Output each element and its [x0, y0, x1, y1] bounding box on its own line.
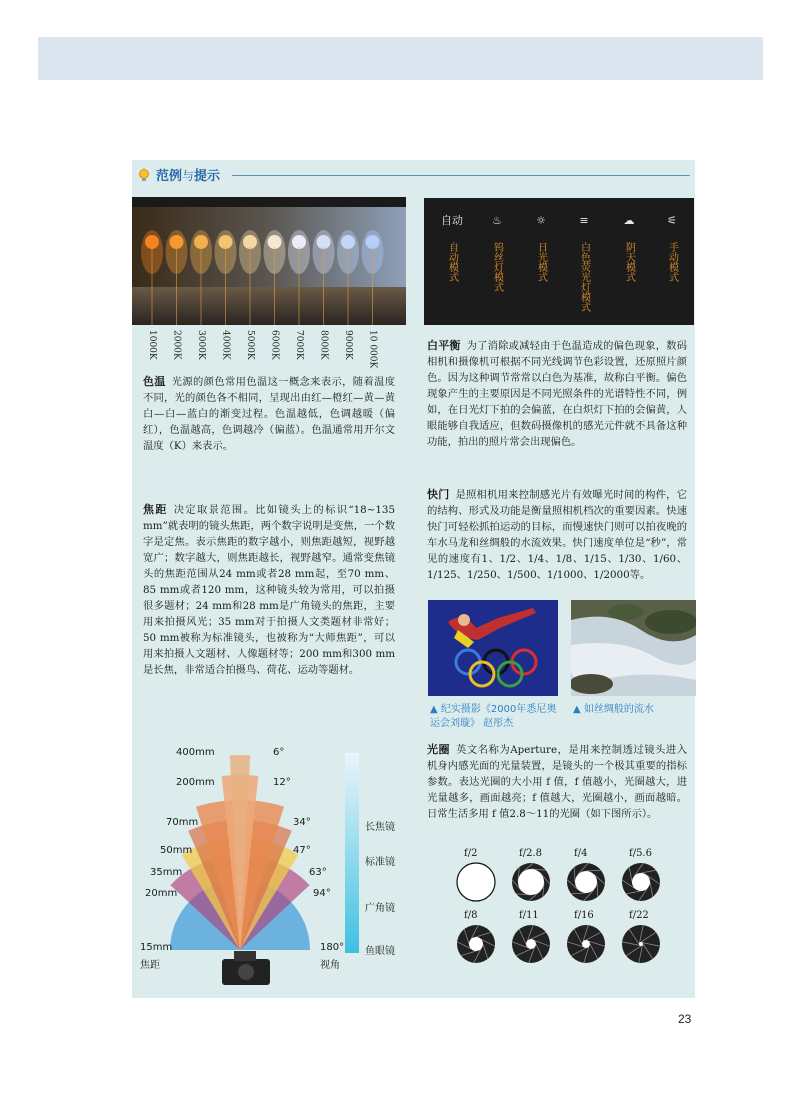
f-stop-label: f/4: [574, 848, 588, 859]
section-title: 范例与提示: [156, 169, 221, 184]
focal-label: 70mm: [166, 817, 199, 828]
f-stop-label: f/11: [519, 910, 539, 921]
aperture-icon: [621, 862, 661, 902]
kelvin-label: 2000K: [171, 330, 182, 360]
lens-scale-bar: [345, 753, 359, 953]
focal-label: 200mm: [176, 777, 215, 788]
wb-fluorescent: ≡ 白色荧光灯模式: [566, 212, 602, 312]
waterfall-photo: [571, 600, 696, 696]
tungsten-icon: ♨: [492, 214, 502, 227]
header-band: [38, 37, 763, 80]
angle-label: 94°: [313, 888, 331, 899]
camera-icon: [222, 951, 270, 985]
aperture-icon: [511, 862, 551, 902]
lens-type-label: 鱼眼镜: [365, 946, 395, 957]
focal-length-text: 焦距 决定取景范围。比如镜头上的标识“18~135 mm”就表明的镜头焦距，两个数字说明是变焦，一个数字是定焦。表示焦距的数字越小，则焦距越短，视野越宽广；数字越大，则焦距越长，视野越窄。通常变焦镜头的焦距范围从24 mm或者28 mm起，至70 mm、85 mm或者120 mm，这种镜头较为常用，可以拍摄很多题材；24 mm和28 mm是广角镜头的焦距，主要用来拍摄风光；35 mm对于拍摄人文类题材非常好；50 mm被称为标准镜头，也被称为“大师焦距”，可以用来拍摄人文题材、人像题材等；200 mm和300 mm是长焦，非常适合拍摄鸟、荷花、运动等题材。: [143, 503, 396, 676]
lens-type-label: 长焦镜: [365, 822, 395, 833]
wb-cloudy: ☁ 阴天模式: [611, 212, 647, 282]
aperture-icon: [456, 924, 496, 964]
aperture-icon: [511, 924, 551, 964]
kelvin-label: 7000K: [294, 330, 304, 360]
fluorescent-icon: ≡: [579, 214, 589, 227]
lens-type-label: 广角镜: [365, 903, 395, 914]
sun-icon: ☼: [536, 214, 546, 227]
angle-axis-label: 视角: [320, 960, 340, 971]
lens-type-label: 标准镜: [365, 857, 395, 868]
focal-label: 15mm: [140, 942, 173, 953]
f-stop-label: f/8: [464, 910, 478, 921]
angle-label: 63°: [309, 867, 327, 878]
focal-label: 20mm: [145, 888, 178, 899]
white-balance-text: 白平衡 为了消除或减轻由于色温造成的偏色现象，数码相机和摄像机可根据不同光线调节色彩设置，还原照片颜色。因为这种调节常常以白色为基准，故称白平衡。偏色现象产生的主要原因是不同光照条件的光谱特性不同，例如，在日光灯下拍的会偏蓝，在白炽灯下拍的会偏黄，人眼能够自我适应，但数码摄像机的感光元件就不具备这种功能，拍出的照片常会出现偏色。: [427, 339, 688, 448]
auto-icon: 自动: [441, 214, 463, 227]
focal-label: 400mm: [176, 747, 215, 758]
gymnast-photo: [428, 600, 558, 696]
f-stop-label: f/16: [574, 910, 594, 921]
kelvin-label: 3000K: [196, 330, 206, 360]
aperture-icon: [456, 862, 496, 902]
angle-label: 12°: [273, 777, 291, 788]
kelvin-label: 1000K: [147, 330, 157, 360]
kelvin-label: 6000K: [269, 330, 280, 360]
angle-label: 180°: [320, 942, 345, 953]
wb-daylight: ☼ 日光模式: [523, 212, 559, 282]
f-stop-label: f/2.8: [519, 848, 542, 859]
focal-axis-label: 焦距: [140, 960, 160, 971]
kelvin-label: 8000K: [318, 330, 329, 360]
custom-icon: ⚟: [667, 214, 677, 227]
f-stop-label: f/2: [464, 848, 478, 859]
angle-label: 6°: [273, 747, 285, 758]
focal-label: 50mm: [160, 845, 193, 856]
f-stop-label: f/22: [629, 910, 649, 921]
wb-custom: ⚟ 手动模式: [654, 212, 690, 282]
page-number: 23: [678, 1012, 692, 1026]
aperture-icon: [621, 924, 661, 964]
kelvin-label: 4000K: [220, 330, 231, 360]
kelvin-label: 9000K: [343, 330, 353, 360]
aperture-icon: [566, 862, 606, 902]
white-balance-panel: [424, 198, 694, 325]
angle-label: 34°: [293, 817, 311, 828]
color-temperature-text: 色温 光源的颜色常用色温这一概念来表示，随着温度不同，光的颜色各不相同，呈现出由红—橙红—黄—黄白—白—蓝白的渐变过程。色温越低，色调越暖（偏红），色温越高，色调越冷（偏蓝）。色温通常用开尔文温度（K）来表示。: [143, 375, 396, 452]
focal-label: 35mm: [150, 867, 183, 878]
color-temperature-image: [132, 197, 406, 325]
photo1-caption: ▲ 纪实摄影《2000年悉尼奥运会刘璇》 赵彤杰: [430, 704, 557, 729]
wb-tungsten: ♨ 钨丝灯模式: [479, 212, 515, 292]
photo2-caption: ▲ 如丝绸般的流水: [573, 704, 654, 715]
kelvin-label: 5000K: [245, 330, 255, 360]
cloud-icon: ☁: [623, 214, 635, 227]
aperture-text: 光圈 英文名称为Aperture，是用来控制透过镜头进入机身内感光面的光量装置，是镜头的一个极其重要的指标参数。表达光圈的大小用 f 值，f 值越小，光圈越大，进光量越多，画面越亮；f 值越大，光圈越小，画面越暗。日常生活多用 f 值2.8～11的光圈（如下图所示）。: [427, 743, 688, 820]
angle-label: 47°: [293, 845, 311, 856]
header-rule: [232, 175, 690, 176]
wb-auto: 自动 自动模式: [434, 212, 470, 282]
shutter-text: 快门 是照相机用来控制感光片有效曝光时间的构件，它的结构、形式及功能是衡量照相机档次的重要因素。快速快门可轻松抓拍运动的目标，而慢速快门则可以拍夜晚的车水马龙和丝绸般的水流效果。快门速度单位是“秒”，常见的速度有1、1/2、1/4、1/8、1/15、1/30、1/60、1/125、1/250、1/500、1/1000、1/2000等。: [427, 488, 688, 581]
f-stop-label: f/5.6: [629, 848, 652, 859]
lightbulb-icon: [136, 168, 152, 184]
kelvin-label: 10 000K: [367, 330, 378, 369]
aperture-icon: [566, 924, 606, 964]
